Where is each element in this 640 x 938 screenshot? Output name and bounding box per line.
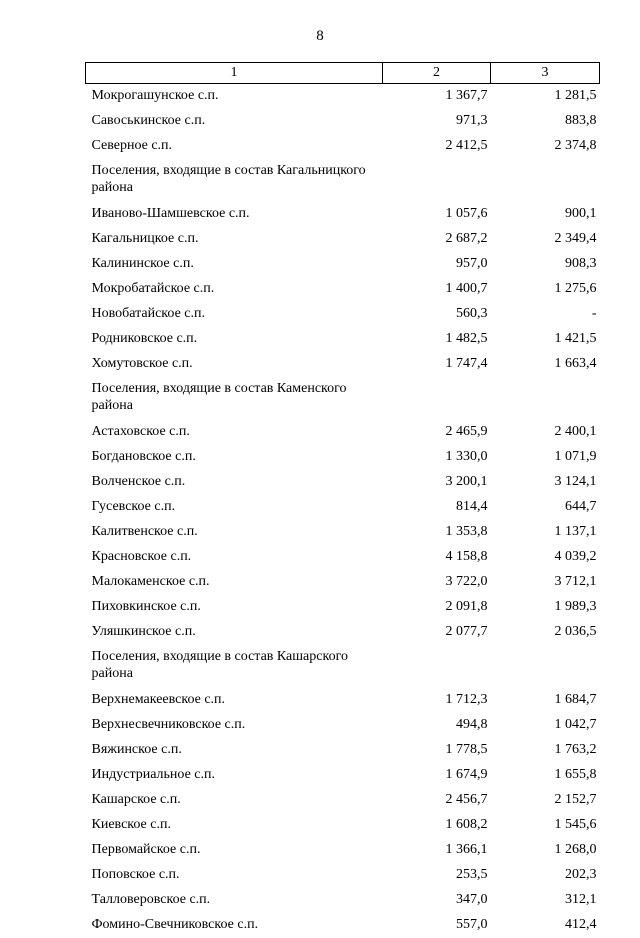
settlement-name-cell: Пиховкинское с.п. <box>86 595 383 620</box>
settlement-name-cell: Талловеровское с.п. <box>86 888 383 913</box>
table-row <box>86 352 600 377</box>
group-heading-row <box>86 377 600 420</box>
group-heading-cell: Поселения, входящие в состав Кагальницкого района <box>86 159 383 202</box>
value-cell-col2: 253,5 <box>383 863 491 888</box>
table-row <box>86 302 600 327</box>
value-cell-col3: 202,3 <box>491 863 600 888</box>
value-cell-col3: 1 268,0 <box>491 838 600 863</box>
settlement-name-cell: Северное с.п. <box>86 134 383 159</box>
value-cell-col3: 1 281,5 <box>491 84 600 110</box>
value-cell-col3: 1 763,2 <box>491 738 600 763</box>
settlement-name-cell: Волченское с.п. <box>86 470 383 495</box>
table-row <box>86 109 600 134</box>
value-cell-col3: - <box>491 302 600 327</box>
settlement-name-cell: Кагальницкое с.п. <box>86 227 383 252</box>
value-cell-col3: 2 374,8 <box>491 134 600 159</box>
settlement-name-cell: Верхнемакеевское с.п. <box>86 688 383 713</box>
settlement-name-cell: Мокробатайское с.п. <box>86 277 383 302</box>
value-cell-col3: 883,8 <box>491 109 600 134</box>
value-cell-col3: 1 545,6 <box>491 813 600 838</box>
table-row <box>86 838 600 863</box>
value-cell-col2: 1 608,2 <box>383 813 491 838</box>
value-cell-col3: 2 152,7 <box>491 788 600 813</box>
settlement-name-cell: Первомайское с.п. <box>86 838 383 863</box>
settlement-name-cell: Верхнесвечниковское с.п. <box>86 713 383 738</box>
data-table <box>85 62 600 938</box>
value-cell-col3: 2 349,4 <box>491 227 600 252</box>
table-row <box>86 545 600 570</box>
value-cell-col2 <box>383 159 491 202</box>
value-cell-col3: 2 036,5 <box>491 620 600 645</box>
value-cell-col3: 900,1 <box>491 202 600 227</box>
settlement-name-cell: Калининское с.п. <box>86 252 383 277</box>
value-cell-col3: 1 042,7 <box>491 713 600 738</box>
settlement-name-cell: Родниковское с.п. <box>86 327 383 352</box>
value-cell-col2 <box>383 377 491 420</box>
value-cell-col3: 1 989,3 <box>491 595 600 620</box>
table-row <box>86 134 600 159</box>
table-row <box>86 84 600 110</box>
settlement-name-cell: Индустриальное с.п. <box>86 763 383 788</box>
table-row <box>86 595 600 620</box>
table-row <box>86 813 600 838</box>
value-cell-col3: 2 400,1 <box>491 420 600 445</box>
table-row <box>86 913 600 938</box>
value-cell-col2: 1 330,0 <box>383 445 491 470</box>
value-cell-col2: 1 400,7 <box>383 277 491 302</box>
table-row <box>86 277 600 302</box>
value-cell-col2: 1 482,5 <box>383 327 491 352</box>
group-heading-cell: Поселения, входящие в состав Кашарского района <box>86 645 383 688</box>
header-row <box>86 63 600 84</box>
value-cell-col2: 347,0 <box>383 888 491 913</box>
value-cell-col3: 312,1 <box>491 888 600 913</box>
value-cell-col2: 3 200,1 <box>383 470 491 495</box>
value-cell-col3: 3 124,1 <box>491 470 600 495</box>
value-cell-col2: 1 778,5 <box>383 738 491 763</box>
value-cell-col2: 3 722,0 <box>383 570 491 595</box>
value-cell-col3: 1 137,1 <box>491 520 600 545</box>
value-cell-col2: 971,3 <box>383 109 491 134</box>
table-row <box>86 788 600 813</box>
table-row <box>86 445 600 470</box>
value-cell-col3: 644,7 <box>491 495 600 520</box>
settlement-name-cell: Мокрогашунское с.п. <box>86 84 383 110</box>
settlement-name-cell: Поповское с.п. <box>86 863 383 888</box>
value-cell-col2: 557,0 <box>383 913 491 938</box>
settlement-name-cell: Новобатайское с.п. <box>86 302 383 327</box>
group-heading-row <box>86 645 600 688</box>
value-cell-col3: 1 275,6 <box>491 277 600 302</box>
value-cell-col2: 1 747,4 <box>383 352 491 377</box>
settlement-name-cell: Вяжинское с.п. <box>86 738 383 763</box>
column-header-3: 3 <box>491 63 600 84</box>
table-row <box>86 688 600 713</box>
value-cell-col3: 1 663,4 <box>491 352 600 377</box>
table-row <box>86 520 600 545</box>
value-cell-col3: 1 684,7 <box>491 688 600 713</box>
value-cell-col3: 1 655,8 <box>491 763 600 788</box>
value-cell-col3: 1 421,5 <box>491 327 600 352</box>
value-cell-col3: 1 071,9 <box>491 445 600 470</box>
table-row <box>86 713 600 738</box>
value-cell-col2: 1 674,9 <box>383 763 491 788</box>
column-header-1: 1 <box>86 63 383 84</box>
settlement-name-cell: Уляшкинское с.п. <box>86 620 383 645</box>
settlement-name-cell: Иваново-Шамшевское с.п. <box>86 202 383 227</box>
settlement-name-cell: Хомутовское с.п. <box>86 352 383 377</box>
settlement-name-cell: Малокаменское с.п. <box>86 570 383 595</box>
settlement-name-cell: Калитвенское с.п. <box>86 520 383 545</box>
value-cell-col3: 412,4 <box>491 913 600 938</box>
table-row <box>86 763 600 788</box>
value-cell-col3 <box>491 645 600 688</box>
value-cell-col3 <box>491 159 600 202</box>
settlement-name-cell: Богдановское с.п. <box>86 445 383 470</box>
settlement-name-cell: Кашарское с.п. <box>86 788 383 813</box>
table-row <box>86 470 600 495</box>
value-cell-col2: 494,8 <box>383 713 491 738</box>
value-cell-col3: 3 712,1 <box>491 570 600 595</box>
value-cell-col2: 814,4 <box>383 495 491 520</box>
group-heading-row <box>86 159 600 202</box>
column-header-2: 2 <box>383 63 491 84</box>
value-cell-col2: 2 412,5 <box>383 134 491 159</box>
value-cell-col2: 2 077,7 <box>383 620 491 645</box>
value-cell-col2: 2 465,9 <box>383 420 491 445</box>
table-row <box>86 327 600 352</box>
settlement-name-cell: Фомино-Свечниковское с.п. <box>86 913 383 938</box>
settlement-name-cell: Красновское с.п. <box>86 545 383 570</box>
value-cell-col2: 4 158,8 <box>383 545 491 570</box>
value-cell-col2: 1 712,3 <box>383 688 491 713</box>
value-cell-col2: 1 057,6 <box>383 202 491 227</box>
table-row <box>86 227 600 252</box>
value-cell-col3: 908,3 <box>491 252 600 277</box>
value-cell-col2: 560,3 <box>383 302 491 327</box>
value-cell-col2: 2 091,8 <box>383 595 491 620</box>
value-cell-col2 <box>383 645 491 688</box>
table-row <box>86 570 600 595</box>
table-row <box>86 420 600 445</box>
value-cell-col2: 1 353,8 <box>383 520 491 545</box>
value-cell-col2: 2 687,2 <box>383 227 491 252</box>
value-cell-col2: 1 367,7 <box>383 84 491 110</box>
value-cell-col2: 2 456,7 <box>383 788 491 813</box>
table-row <box>86 202 600 227</box>
value-cell-col3 <box>491 377 600 420</box>
value-cell-col3: 4 039,2 <box>491 545 600 570</box>
table-row <box>86 888 600 913</box>
settlement-name-cell: Гусевское с.п. <box>86 495 383 520</box>
table-header <box>86 63 600 84</box>
page-number: 8 <box>0 28 640 45</box>
table-row <box>86 252 600 277</box>
table-row <box>86 495 600 520</box>
group-heading-cell: Поселения, входящие в состав Каменского района <box>86 377 383 420</box>
table-row <box>86 620 600 645</box>
settlement-name-cell: Савоськинское с.п. <box>86 109 383 134</box>
settlement-name-cell: Киевское с.п. <box>86 813 383 838</box>
settlement-name-cell: Астаховское с.п. <box>86 420 383 445</box>
value-cell-col2: 957,0 <box>383 252 491 277</box>
table-body <box>86 84 600 938</box>
table-row <box>86 863 600 888</box>
value-cell-col2: 1 366,1 <box>383 838 491 863</box>
table-row <box>86 738 600 763</box>
